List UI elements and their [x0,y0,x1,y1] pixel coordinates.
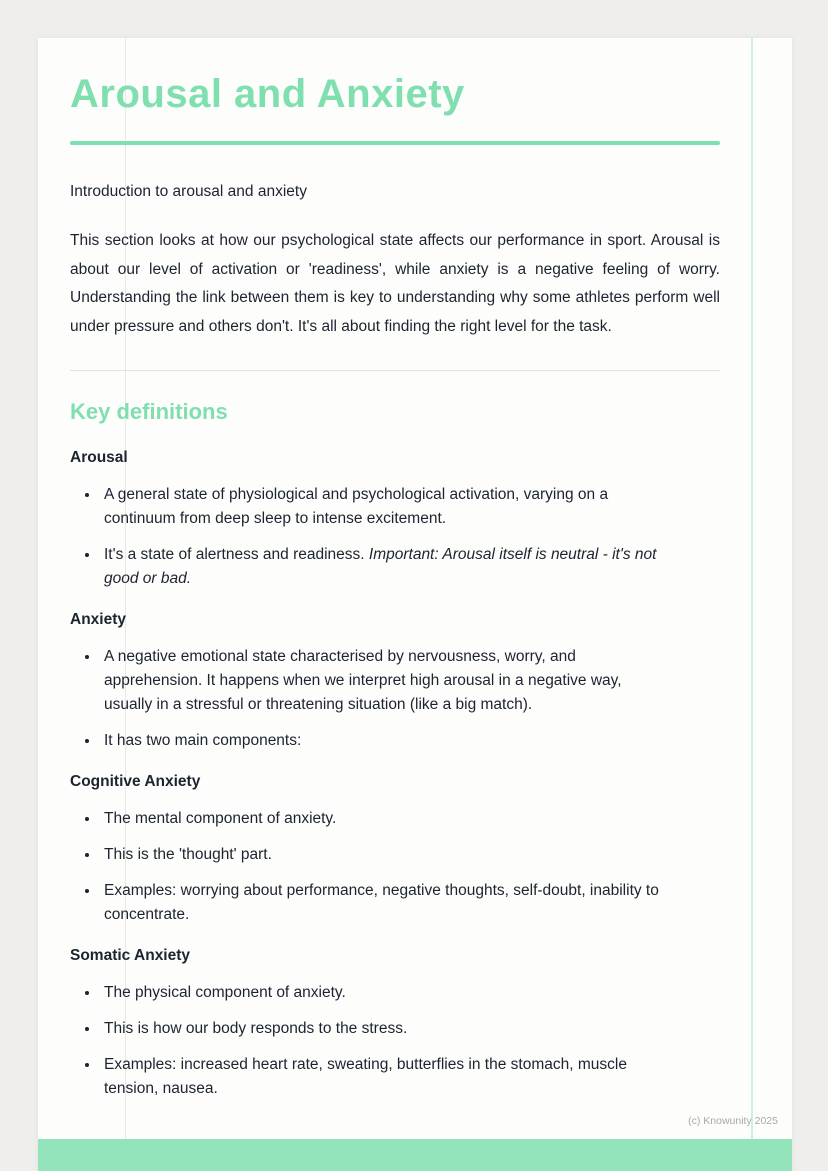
intro-paragraph: This section looks at how our psychological state affects our performance in sport. Arousal is about our level of activation or 'readiness', while anxiety is a negative feeling of worry. Understanding the link between them is key to understanding why some athletes perform well under pressure and others don't. It's all about finding the right level for the task. [70,232,720,336]
subsection-heading-arousal: Arousal [70,448,128,466]
subsection-heading-cognitive-anxiety: Cognitive Anxiety [70,772,201,790]
list-item [100,645,670,717]
bullet-text: It's a state of alertness and readiness. [104,545,369,563]
section-heading-key-definitions: Key definitions [70,398,228,424]
list-item [100,1053,670,1101]
subsection-heading-somatic-anxiety: Somatic Anxiety [70,946,191,964]
bullet-text: A general state of physiological and psychological activation, varying on a continuum from deep sleep to intense excitement. [104,485,609,527]
bullet-text: A negative emotional state characterised by nervousness, worry, and apprehension. It happens when we interpret high arousal in a negative way, usually in a stressful or threatening situation (like a big match). [104,647,622,713]
list-item [100,729,670,753]
title-underline [70,141,720,145]
list-item [100,543,670,591]
list-item [100,1017,670,1041]
page-content [38,38,792,1101]
list-item [100,843,670,867]
list-item [100,879,670,927]
bullet-text: Examples: increased heart rate, sweating, butterflies in the stomach, muscle tension, nausea. [104,1055,627,1097]
bullet-text: Examples: worrying about performance, negative thoughts, self-doubt, inability to concentrate. [104,881,659,923]
subsection-heading-anxiety: Anxiety [70,610,126,628]
bullet-text-italic: Important: Arousal itself is neutral - it's not good or bad. [104,545,657,587]
page-card [38,38,792,1171]
bullet-list-cognitive-anxiety [70,807,670,927]
list-item [100,981,670,1005]
bullet-list-somatic-anxiety [70,981,670,1101]
bullet-list-arousal [70,483,670,591]
bullet-text: The mental component of anxiety. [104,809,337,827]
intro-label: Introduction to arousal and anxiety [70,183,307,200]
page-bottom-accent [38,1139,792,1171]
list-item [100,483,670,531]
bullet-text: This is the 'thought' part. [104,845,272,863]
bullet-text: The physical component of anxiety. [104,983,346,1001]
section-divider [70,370,720,371]
bullet-text: It has two main components: [104,731,302,749]
copyright-note: (c) Knowunity 2025 [688,1115,778,1127]
page-title: Arousal and Anxiety [70,72,465,116]
list-item [100,807,670,831]
bullet-list-anxiety [70,645,670,753]
bullet-text: This is how our body responds to the stress. [104,1019,408,1037]
